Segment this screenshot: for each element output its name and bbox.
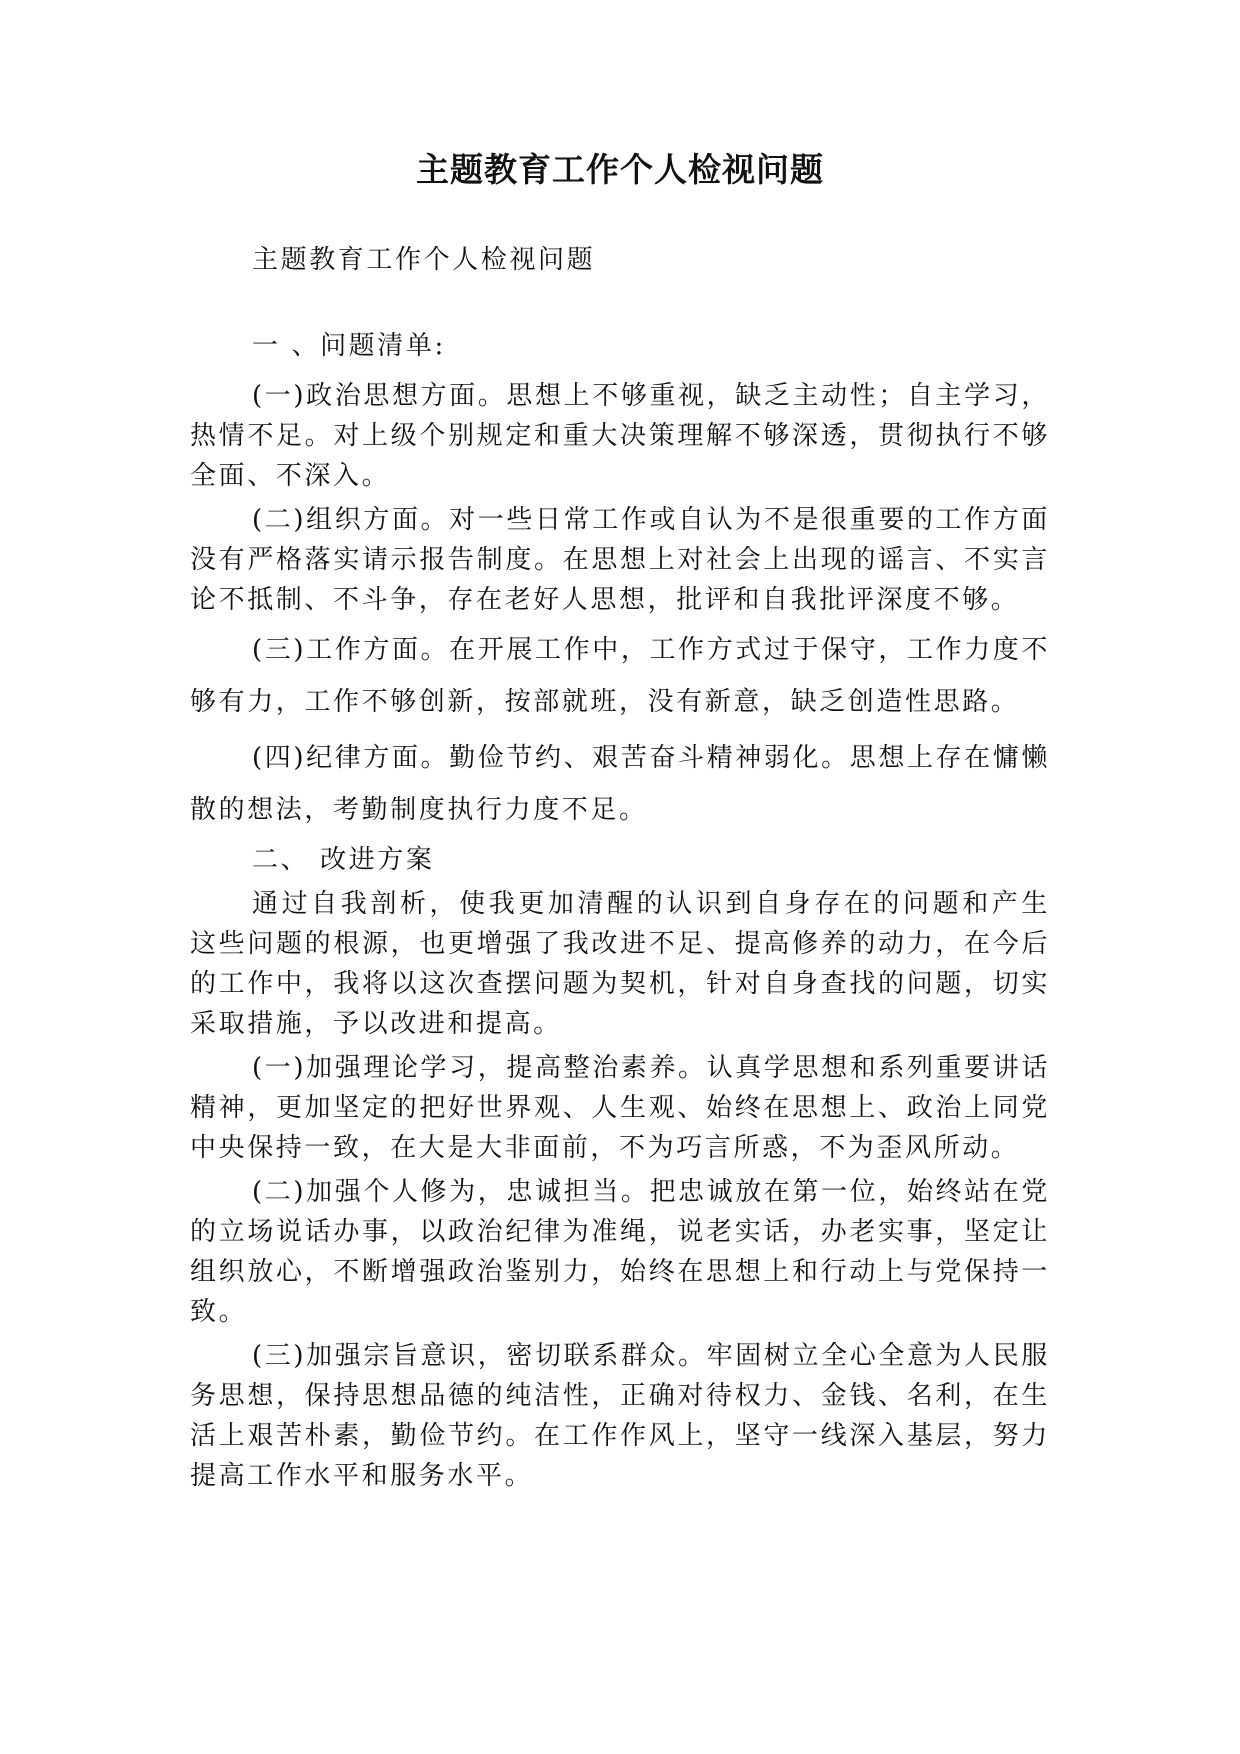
paragraph-personal-conduct: (二)加强个人修为，忠诚担当。把忠诚放在第一位，始终站在党的立场说话办事，以政治纪律为准绳，说老实话，办老实事，坚定让组织放心，不断增强政治鉴别力，始终在思想上和行动上与党保持一致。 — [190, 1177, 1050, 1327]
paragraph-political-thought: (一)政治思想方面。思想上不够重视，缺乏主动性；自主学习，热情不足。对上级个别规定和重大决策理解不够深透，贯彻执行不够全面、不深入。 — [190, 381, 1050, 491]
paragraph-self-analysis: 通过自我剖析，使我更加清醒的认识到自身存在的问题和产生这些问题的根源，也更增强了我改进不足、提高修养的动力，在今后的工作中，我将以这次查摆问题为契机，针对自身查找的问题，切实采取措施，予以改进和提高。 — [190, 889, 1050, 1039]
paragraph-work: (三)工作方面。在开展工作中，工作方式过于保守，工作力度不够有力，工作不够创新，按部就班，没有新意，缺乏创造性思路。 — [190, 635, 1050, 717]
document-body — [190, 240, 1050, 1500]
paragraph-discipline: (四)纪律方面。勤俭节约、艰苦奋斗精神弱化。思想上存在慵懒散的想法，考勤制度执行力度不足。 — [190, 743, 1050, 825]
section-heading-improvement: 二、 改进方案 — [252, 845, 435, 875]
paragraph-theory-study: (一)加强理论学习，提高整治素养。认真学思想和系列重要讲话精神，更加坚定的把好世界观、人生观、始终在思想上、政治上同党中央保持一致，在大是大非面前，不为巧言所惑，不为歪风所动。 — [190, 1053, 1050, 1163]
section-heading-problems: 一 、问题清单: — [252, 331, 446, 361]
document-subtitle: 主题教育工作个人检视问题 — [252, 245, 596, 275]
paragraph-purpose-awareness: (三)加强宗旨意识，密切联系群众。牢固树立全心全意为人民服务思想，保持思想品德的纯洁性，正确对待权力、金钱、名利，在生活上艰苦朴素，勤俭节约。在工作作风上，坚守一线深入基层，努力提高工作水平和服务水平。 — [190, 1341, 1050, 1491]
document-title: 主题教育工作个人检视问题 — [416, 150, 824, 189]
paragraph-organization: (二)组织方面。对一些日常工作或自认为不是很重要的工作方面没有严格落实请示报告制度。在思想上对社会上出现的谣言、不实言论不抵制、不斗争，存在老好人思想，批评和自我批评深度不够。 — [190, 505, 1050, 615]
